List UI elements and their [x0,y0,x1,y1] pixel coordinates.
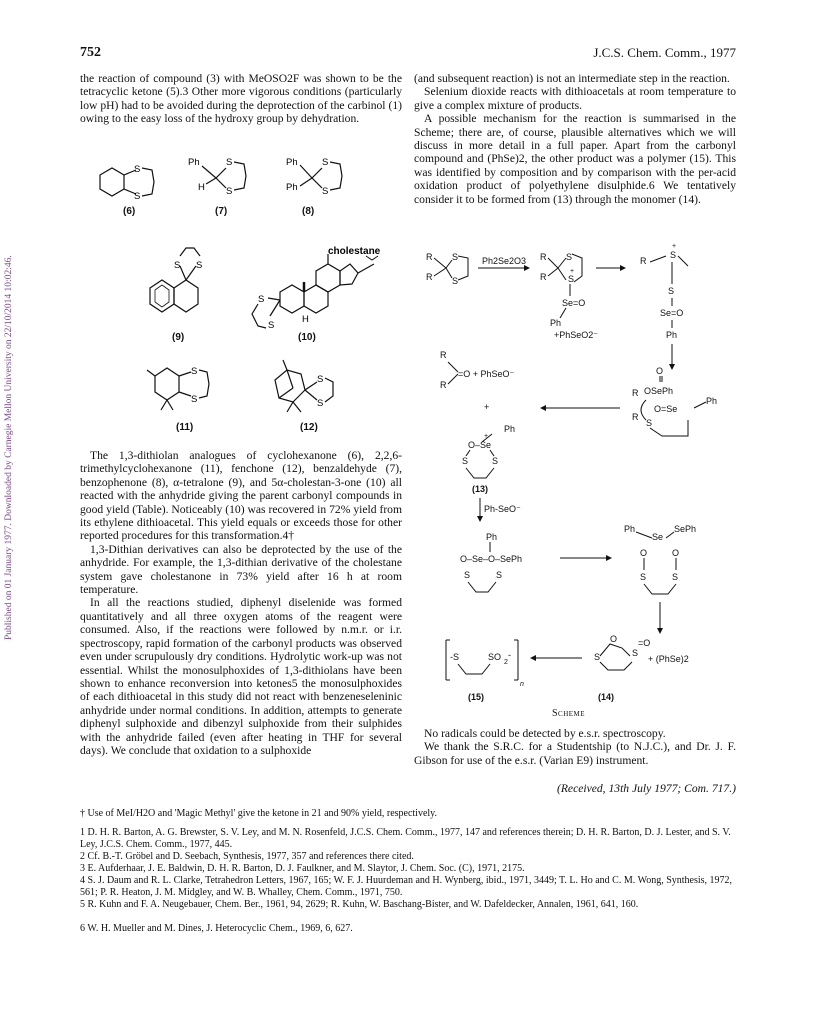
svg-text:S: S [258,294,265,305]
footnote-dagger: † Use of MeI/H2O and 'Magic Methyl' give the ketone in 21 and 90% yield, respectively. [80,808,438,819]
svg-text:S: S [452,252,459,262]
svg-text:S: S [226,186,233,197]
svg-text:R: R [640,256,647,266]
right-paragraph-3: A possible mechanism for the reaction is summarised in the Scheme; there are, of course, plausible alternatives which we will discuss in more detail in a full paper. Apart from the carbonyl compound and (PhSe)2, the other product was a polymer (15). This was identified by composition and by comparison with the per-acid oxidation product of polyethylene disulphide.6 We tentatively consider it to be formed from (13) through the monomer (14). [414,112,736,206]
svg-text:n: n [520,681,524,688]
svg-text:SePh: SePh [674,524,697,534]
svg-text:S: S [672,572,679,582]
svg-text:S: S [191,366,198,377]
svg-text:-S: -S [450,652,459,662]
svg-text:S: S [174,260,181,271]
right-paragraph-5: We thank the S.R.C. for a Studentship (to N.J.C.), and Dr. J. F. Gibson for use of the e.s.r. (Varian E9) instrument. [414,740,736,767]
svg-text:OSePh: OSePh [644,386,674,396]
svg-text:=O: =O [638,638,651,648]
svg-text:S: S [226,157,233,168]
svg-text:Se: Se [652,532,664,542]
label-6: (6) [123,206,136,217]
structures-11-12 [145,358,365,418]
svg-text:R: R [426,252,433,262]
svg-text:S: S [268,320,275,331]
svg-text:S: S [196,260,203,271]
svg-text:Ph: Ph [286,157,298,168]
mechanism-scheme [420,240,740,700]
label-14: (14) [598,692,615,702]
svg-text:H: H [198,182,205,193]
scheme-plus-sign: + [484,402,490,412]
svg-text:Se=O: Se=O [562,298,586,308]
label-10: (10) [298,332,316,343]
svg-text:O: O [656,366,664,376]
svg-text:S: S [496,570,503,580]
svg-text:R: R [426,272,433,282]
svg-text:S: S [317,374,324,385]
right-column-top [414,72,736,206]
svg-text:Ph: Ph [504,424,516,434]
svg-text:O=Se: O=Se [654,404,678,414]
svg-text:S: S [646,418,653,428]
label-7: (7) [215,206,228,217]
left-paragraph-2: The 1,3-dithiolan analogues of cyclohexanone (6), 2,2,6-trimethylcyclohexanone (11), fenchone (12), benzaldehyde (7), benzophenone (8), α-tetralone (9), and 5α-cholestan-3-one (10) all reacted with the anhydride giving the parent carbonyl compounds in good yield (Table). Noticeably (10) was recovered in 72% yield from its ethylene dithioacetal. This yield equals or exceeds those for other reported procedures for this transformation.4† [80,449,402,543]
cholestane-label: cholestane [328,246,381,257]
svg-text:S: S [317,398,324,409]
left-column-top [80,72,402,126]
reference-3: 3 E. Aufderhaar, J. E. Baldwin, D. H. R. Barton, D. J. Faulkner, and M. Slaytor, J. Chem. Soc. (C), 1971, 2175. [80,863,525,874]
svg-text:R: R [540,252,547,262]
download-stamp [2,190,18,640]
scheme-phseo2-label: +PhSeO2⁻ [554,330,599,340]
received-line: (Received, 13th July 1977; Com. 717.) [556,782,736,795]
label-11: (11) [176,422,194,433]
svg-text:H: H [302,314,309,325]
reference-6: 6 W. H. Mueller and M. Dines, J. Heterocyclic Chem., 1969, 6, 627. [80,923,353,934]
svg-text:S: S [492,456,499,466]
svg-text:S: S [670,250,677,260]
label-8: (8) [302,206,315,217]
label-13: (13) [472,484,489,494]
svg-text:O–Se–O–SePh: O–Se–O–SePh [460,554,523,564]
scheme-carbonyl-label: =O + PhSeO⁻ [458,369,515,379]
svg-text:R: R [632,412,639,422]
svg-text:O: O [610,634,618,644]
right-paragraph-1: (and subsequent reaction) is not an intermediate step in the reaction. [414,72,730,85]
svg-text:R: R [440,380,447,390]
reference-4: 4 S. J. Daum and R. L. Clarke, Tetrahedron Letters, 1967, 165; W. F. J. Huurdeman and H. Wynberg, ibid., 1971, 3449; T. L. Ho and C. M. Wong, Synthesis, 1972, 561; P. R. Heaton, J. M. Midgley, and W. B. Whalley, Chem. Comm., 1971, 750. [80,875,733,898]
svg-text:R: R [632,388,639,398]
left-paragraph-1: the reaction of compound (3) with MeOSO2F was shown to be the tetracyclic ketone (5).3 Other more vigorous conditions (particularly low pH) had to be avoided during the deprotection of the carbinol (1) owing to the easy loss of the hydroxy group by dehydration. [80,72,402,126]
left-paragraph-3: 1,3-Dithian derivatives can also be deprotected by the use of the anhydride. For example, the 1,3-dithian derivative of the cholestane system gave cholestanone in 73% yield after 16 h at room temperature. [80,542,402,597]
svg-text:Ph: Ph [666,330,678,340]
right-column-bottom [414,727,736,767]
svg-text:S: S [134,191,141,202]
svg-text:O–Se: O–Se [468,440,492,450]
svg-text:2: 2 [504,659,508,666]
svg-text:Ph: Ph [188,157,200,168]
svg-text:+: + [672,243,677,250]
svg-text:S: S [594,652,601,662]
svg-text:Ph: Ph [486,532,498,542]
scheme-reagent-label: Ph2Se2O3 [482,256,527,266]
svg-text:+: + [570,268,575,275]
svg-text:Ph: Ph [706,396,718,406]
svg-text:Ph: Ph [286,182,298,193]
left-paragraph-4: In all the reactions studied, diphenyl diselenide was formed quantitatively and all three oxygen atoms of the reagent were consumed. Also, if the reactions were followed by n.m.r. or i.r. spectroscopy, rapid formation of the carbonyl products was observed even under scrupulously dry conditions. Hydrolytic work-up was not essential. Whilst the monosulphoxides of 1,3-dithiolans have been shown to enhance reconversion into ketones5 the monosulphoxides of each dithioacetal in this study did not react with benzeneseleninic anhydride under normal conditions. In addition, attempts to generate diphenyl sulphoxide and dibenzyl sulphoxide from their sulphides with the anhydride failed (even after heating in THF for several days). We conclude that oxidation to a sulphoxide [80,596,402,757]
svg-text:S: S [191,394,198,405]
right-paragraph-4: No radicals could be detected by e.s.r. spectroscopy. [424,727,666,740]
svg-text:S: S [568,274,575,284]
right-paragraph-2: Selenium dioxide reacts with dithioacetals at room temperature to give a complex mixture of products. [414,85,736,112]
scheme-phseo-label: Ph-SeO⁻ [484,504,521,514]
structures-9-10 [140,240,400,340]
svg-text:S: S [640,572,647,582]
label-12: (12) [300,422,318,433]
label-9: (9) [172,332,185,343]
svg-text:-: - [508,650,511,660]
scheme-phse2-label: + (PhSe)2 [648,654,689,664]
svg-text:S: S [134,164,141,175]
reference-2: 2 Cf. B.-T. Gröbel and D. Seebach, Synthesis, 1977, 357 and references there cited. [80,851,414,862]
svg-text:S: S [668,286,675,296]
svg-text:S: S [462,456,469,466]
reference-1: 1 D. H. R. Barton, A. G. Brewster, S. V. Ley, and M. N. Rosenfeld, J.C.S. Chem. Comm., 1977, 147 and references therein; D. H. R. Barton, D. J. Lester, and S. V. Ley, J.C.S. Chem. Comm., 1977, 445. [80,827,731,850]
svg-text:SO: SO [488,652,502,662]
svg-text:Ph: Ph [624,524,636,534]
svg-text:S: S [452,276,459,286]
svg-text:+: + [484,433,489,440]
scheme-title: Scheme [552,708,586,719]
svg-text:O: O [672,548,680,558]
reference-5: 5 R. Kuhn and F. A. Neugebauer, Chem. Ber., 1961, 94, 2629; R. Kuhn, W. Baschang-Bister, and W. Dafeldecker, Annalen, 1961, 641, 160. [80,899,639,910]
svg-text:S: S [566,252,573,262]
svg-text:Se=O: Se=O [660,308,684,318]
left-column-bottom [80,449,402,757]
svg-text:Ph: Ph [550,318,562,328]
svg-text:R: R [540,272,547,282]
svg-text:S: S [322,186,329,197]
svg-text:S: S [632,648,639,658]
svg-text:S: S [464,570,471,580]
svg-text:O: O [640,548,648,558]
page-number: 752 [80,45,101,60]
svg-text:S: S [322,157,329,168]
svg-text:R: R [440,350,447,360]
journal-header: J.C.S. Chem. Comm., 1977 [593,45,736,60]
label-15: (15) [468,692,485,702]
download-stamp-text: Published on 01 January 1977. Downloaded by Carnegie Mellon University on 22/10/2014 10:02:46. [4,255,14,640]
